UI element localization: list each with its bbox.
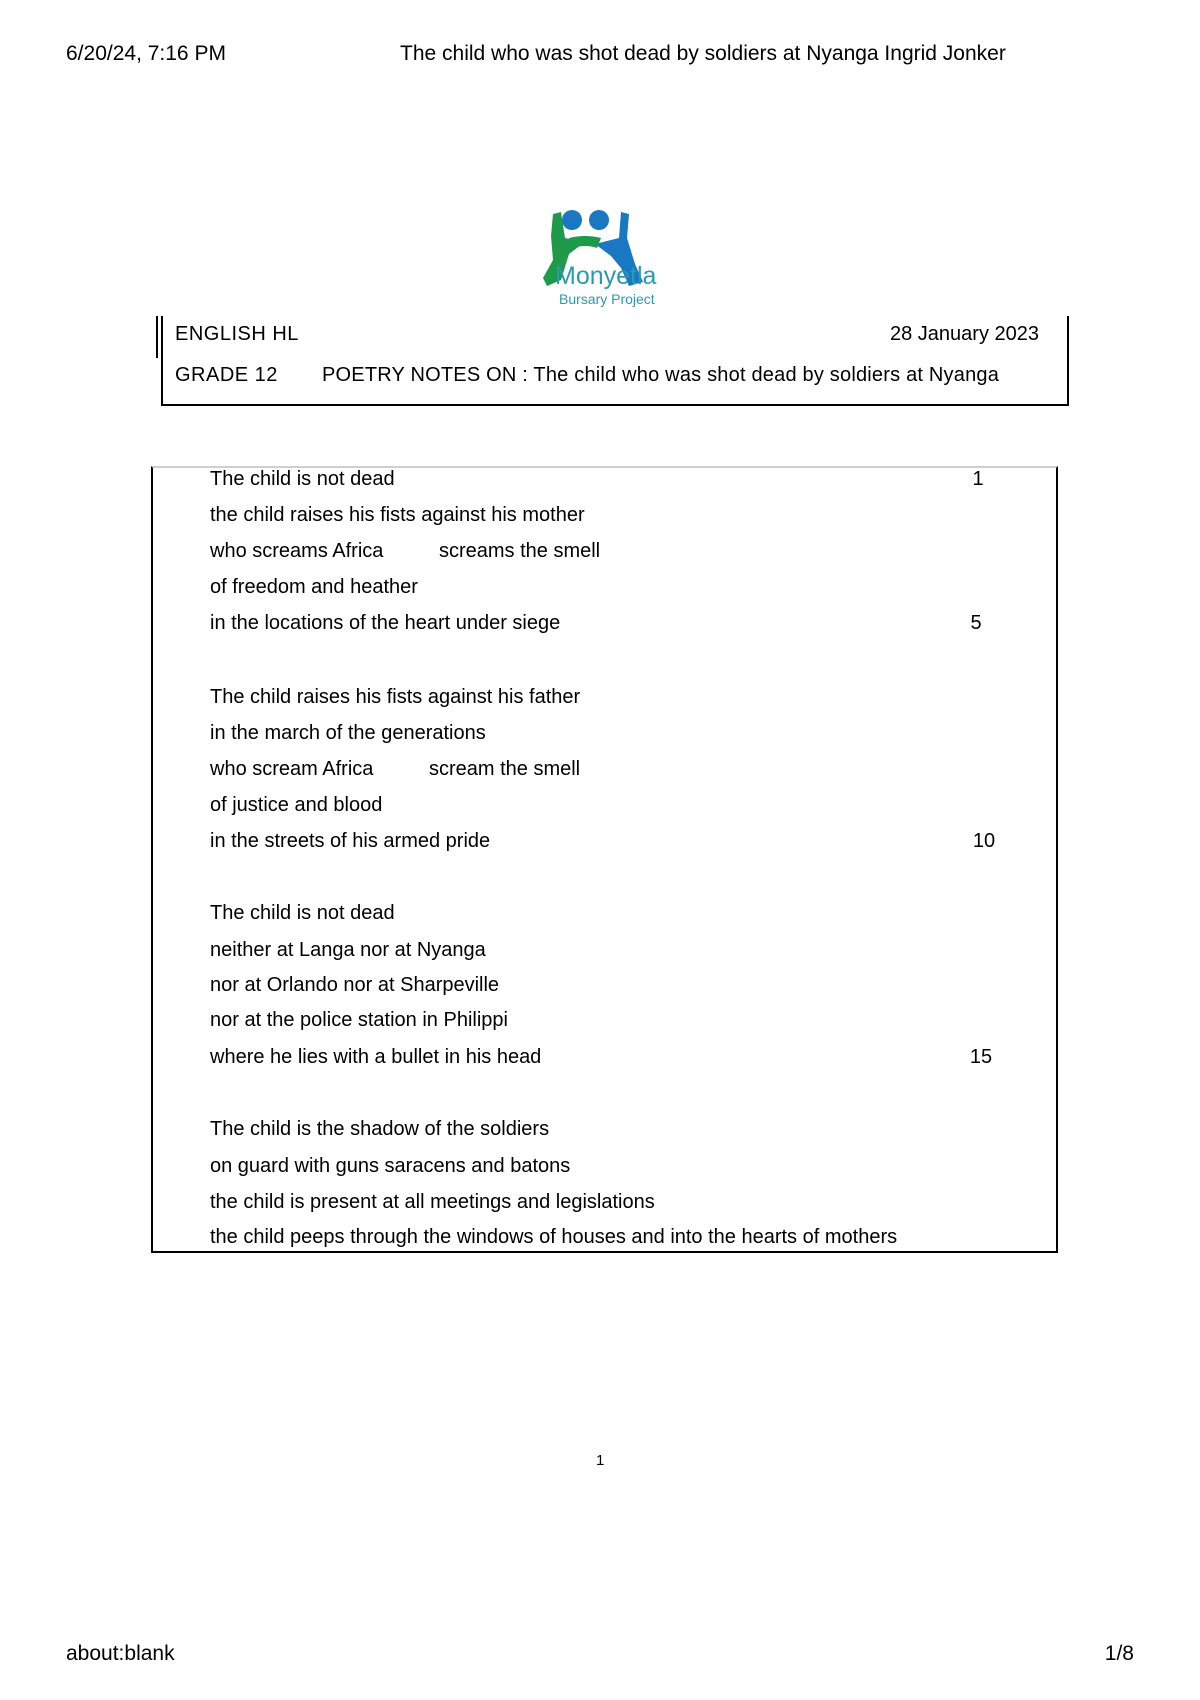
date-label: 28 January 2023 <box>889 323 1039 345</box>
poem-line: of freedom and heather <box>210 576 418 598</box>
poem-line: nor at the police station in Philippi <box>210 1009 508 1031</box>
print-footer-url: about:blank <box>66 1642 175 1665</box>
subject-label: ENGLISH HL <box>175 323 299 345</box>
poem-line: the child is present at all meetings and legislations <box>210 1191 655 1213</box>
poem-line: the child peeps through the windows of houses and into the hearts of mothers <box>210 1226 898 1248</box>
poem-line: where he lies with a bullet in his head <box>210 1046 542 1068</box>
poem-line: nor at Orlando nor at Sharpeville <box>210 974 500 996</box>
print-date-time: 6/20/24, 7:16 PM <box>66 42 226 65</box>
monyetla-logo <box>525 208 683 316</box>
print-document-title: The child who was shot dead by soldiers at Nyanga Ingrid Jonker <box>400 42 1006 65</box>
poem-line: who scream Africa scream the smell <box>210 758 581 780</box>
poem-line: who screams Africa screams the smell <box>210 540 601 562</box>
logo-name: Monyetla <box>555 262 657 290</box>
line-number: 5 <box>970 612 982 634</box>
poem-line: in the march of the generations <box>210 722 486 744</box>
logo-subtitle: Bursary Project <box>559 291 655 307</box>
poem-line: in the locations of the heart under siege <box>210 612 561 634</box>
info-box-left-bar <box>156 316 158 358</box>
line-number: 1 <box>972 468 984 490</box>
poem-line: The child is the shadow of the soldiers <box>210 1118 550 1140</box>
line-number: 10 <box>972 830 996 852</box>
logo-hands <box>569 236 601 248</box>
logo-head-right <box>589 210 609 230</box>
poem-line: The child raises his fists against his father <box>210 686 581 708</box>
poem-line: in the streets of his armed pride <box>210 830 491 852</box>
notes-title: POETRY NOTES ON : The child who was shot dead by soldiers at Nyanga <box>322 364 1000 386</box>
line-number: 15 <box>969 1046 993 1068</box>
page-number: 1 <box>596 1452 605 1469</box>
poem-line: on guard with guns saracens and batons <box>210 1155 571 1177</box>
print-footer-page-count: 1/8 <box>1104 1642 1134 1665</box>
poem-line: neither at Langa nor at Nyanga <box>210 939 486 961</box>
logo-head-left <box>562 210 582 230</box>
poem-box <box>151 466 1058 1253</box>
grade-label: GRADE 12 <box>175 364 278 386</box>
info-box <box>161 316 1069 406</box>
poem-line: The child is not dead <box>210 902 395 924</box>
poem-line: the child raises his fists against his mother <box>210 504 585 526</box>
poem-line: of justice and blood <box>210 794 383 816</box>
poem-line: The child is not dead <box>210 468 395 490</box>
